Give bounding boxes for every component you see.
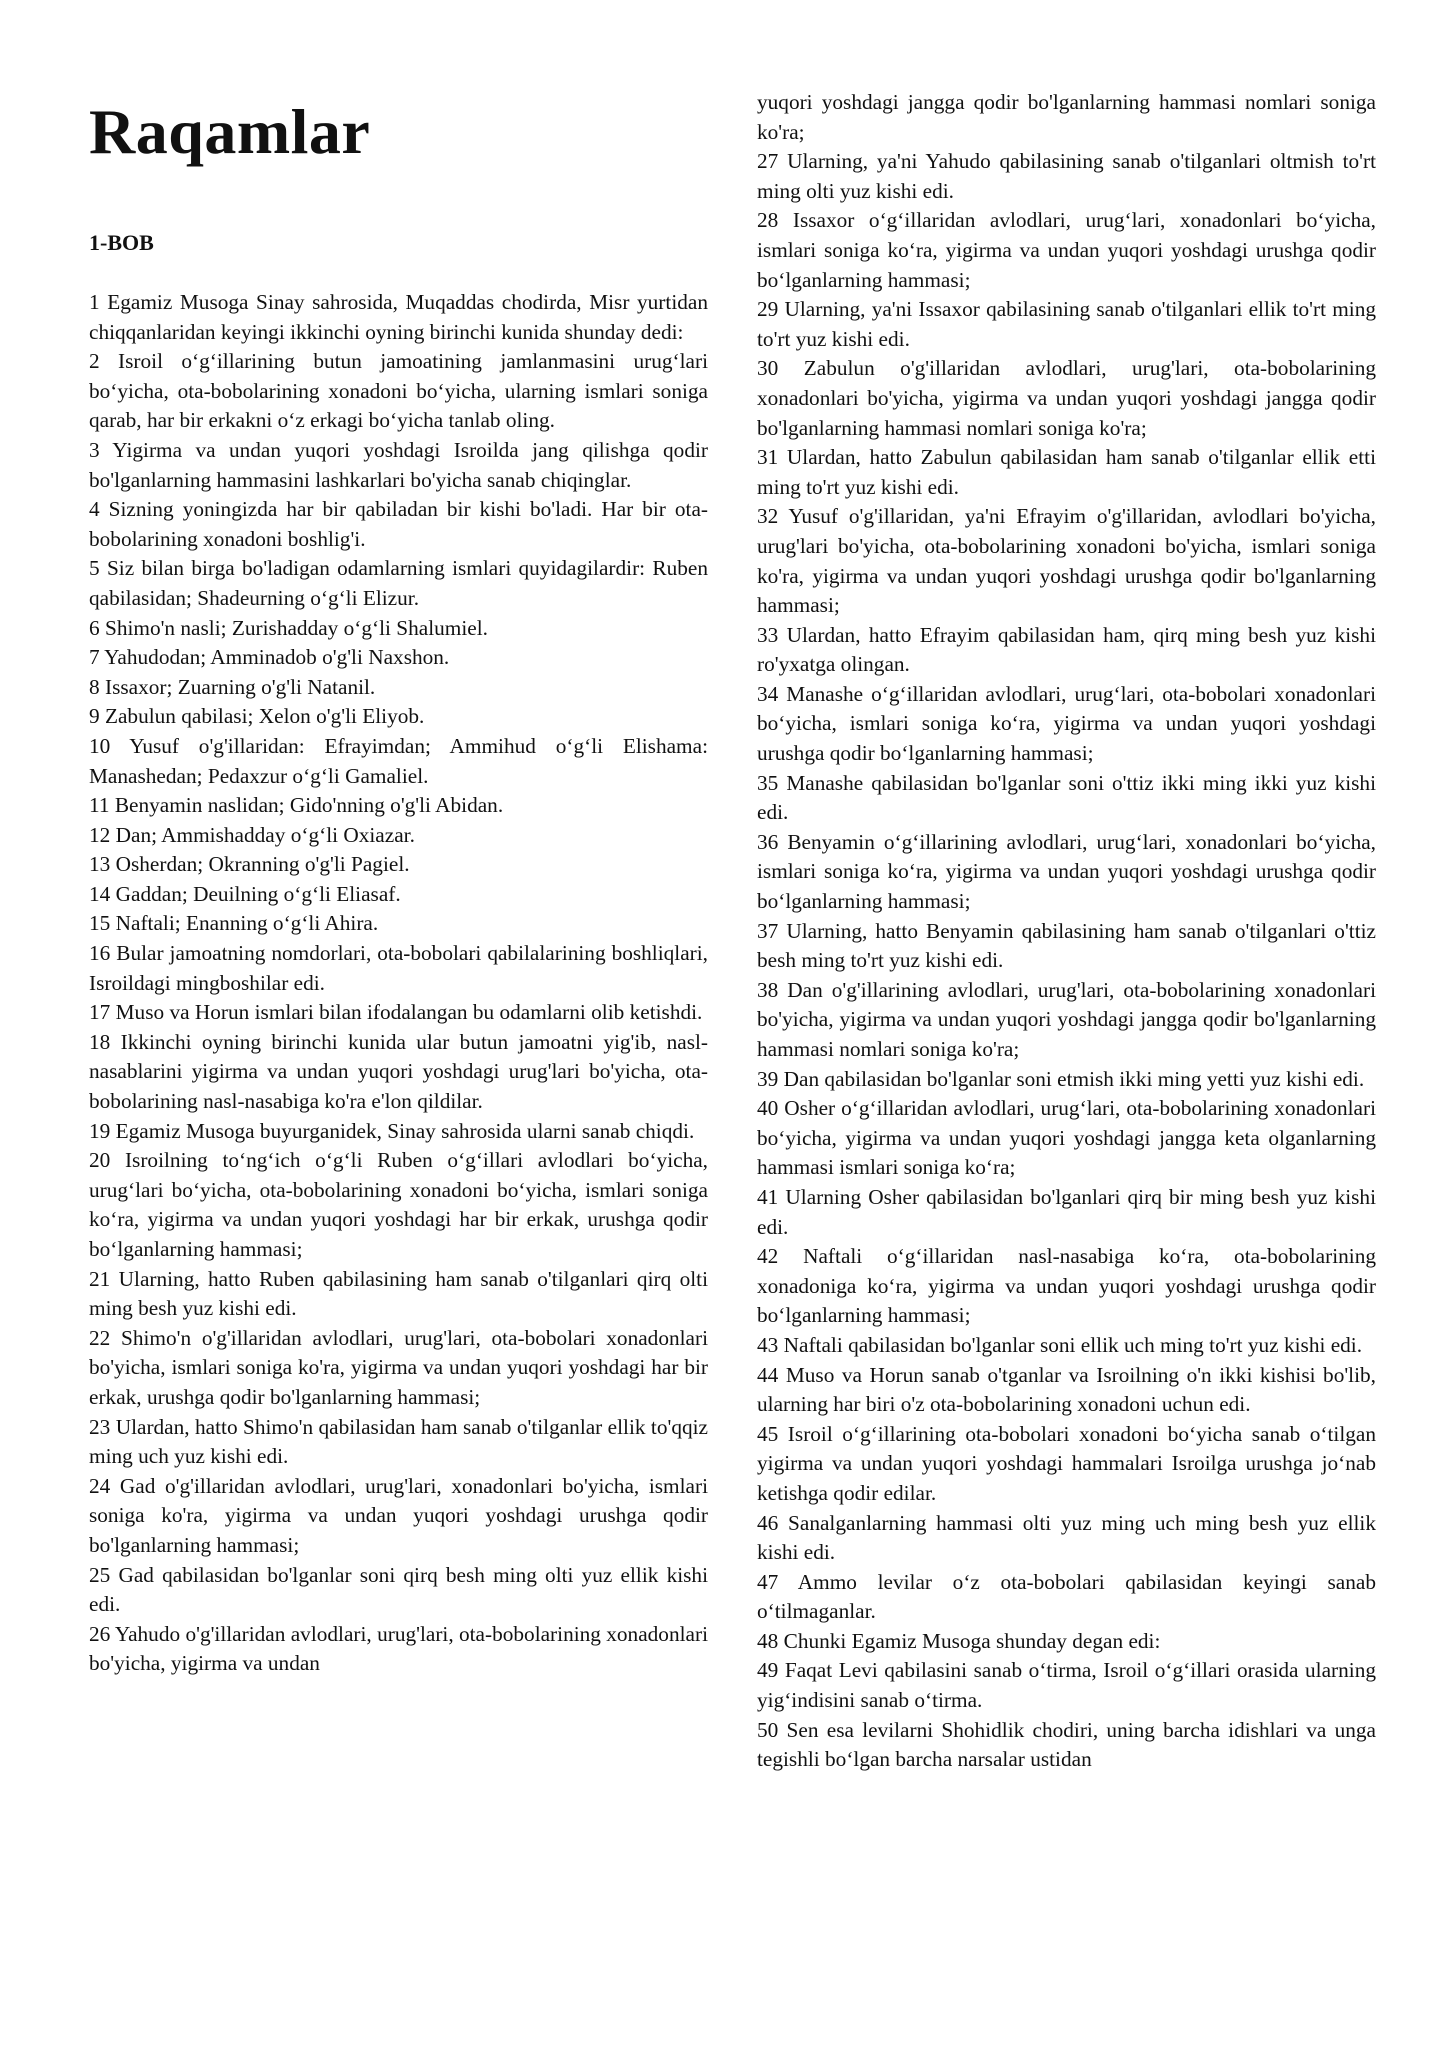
verse: 8 Issaxor; Zuarning o'g'li Natanil.: [89, 674, 376, 699]
verse: 47 Ammo levilar o‘z ota-bobolari qabilasidan keyingi sanab o‘tilmaganlar.: [757, 1569, 1376, 1624]
verse: 27 Ularning, ya'ni Yahudo qabilasining sanab o'tilganlari oltmish to'rt ming olti yuz kishi edi.: [757, 149, 1376, 203]
verse: 41 Ularning Osher qabilasidan bo'lganlari qirq bir ming besh yuz kishi edi.: [757, 1184, 1376, 1239]
verse: 22 Shimo'n o'g'illaridan avlodlari, urug'lari, ota-bobolari xonadonlari bo'yicha, ismlari soniga ko'ra, yigirma va undan yuqori yoshdagi har bir erkak, urushga qodir bo'lganlarning hammasi;: [89, 1325, 708, 1409]
verse: 35 Manashe qabilasidan bo'lganlar soni o'ttiz ikki ming ikki yuz kishi edi.: [757, 770, 1376, 825]
verse: 46 Sanalganlarning hammasi olti yuz ming uch ming besh yuz ellik kishi edi.: [757, 1510, 1376, 1565]
chapter-heading: 1-BOB: [89, 230, 154, 255]
verse: 10 Yusuf o'g'illaridan: Efrayimdan; Ammihud o‘g‘li Elishama: Manashedan; Pedaxzur o‘g‘li Gamaliel.: [89, 733, 708, 788]
verse: 50 Sen esa levilarni Shohidlik chodiri, uning barcha idishlari va unga tegishli bo‘lgan barcha narsalar ustidan: [757, 1717, 1376, 1772]
verse: 5 Siz bilan birga bo'ladigan odamlarning ismlari quyidagilardir: Ruben qabilasidan; Shadeurning o‘g‘li Elizur.: [89, 556, 708, 610]
page-title: Raqamlar: [89, 96, 371, 167]
verse: yuqori yoshdagi jangga qodir bo'lganlarning hammasi nomlari soniga ko'ra;: [757, 90, 1376, 144]
verse: 36 Benyamin o‘g‘illarining avlodlari, urug‘lari, xonadonlari bo‘yicha, ismlari soniga ko‘ra, yigirma va undan yuqori yoshdagi urushga qodir bo‘lganlarning hammasi;: [757, 829, 1376, 914]
verse: 49 Faqat Levi qabilasini sanab o‘tirma, Isroil o‘g‘illari orasida ularning yig‘indisini sanab o‘tirma.: [757, 1658, 1376, 1713]
verse: 16 Bular jamoatning nomdorlari, ota-bobolari qabilalarining boshliqlari, Isroildagi mingboshilar edi.: [89, 941, 708, 995]
verse: 7 Yahudodan; Amminadob o'g'li Naxshon.: [89, 645, 450, 670]
verse: 43 Naftali qabilasidan bo'lganlar soni ellik uch ming to'rt yuz kishi edi.: [757, 1332, 1363, 1357]
verse: 14 Gaddan; Deuilning o‘g‘li Eliasaf.: [89, 881, 401, 906]
verse: 9 Zabulun qabilasi; Xelon o'g'li Eliyob.: [89, 704, 425, 729]
verse: 26 Yahudo o'g'illaridan avlodlari, urug'lari, ota-bobolarining xonadonlari bo'yicha, yigirma va undan: [89, 1621, 708, 1676]
verse: 20 Isroilning to‘ng‘ich o‘g‘li Ruben o‘g‘illari avlodlari bo‘yicha, urug‘lari bo‘yicha, ota-bobolarining xonadoni bo‘yicha, ismlari soniga ko‘ra, yigirma va undan yuqori yoshdagi har bir erkak, urushga qodir bo‘lganlarning hammasi;: [89, 1148, 708, 1261]
verse: 11 Benyamin naslidan; Gido'nning o'g'li Abidan.: [89, 793, 504, 818]
verse: 15 Naftali; Enanning o‘g‘li Ahira.: [89, 911, 379, 936]
verse: 39 Dan qabilasidan bo'lganlar soni etmish ikki ming yetti yuz kishi edi.: [757, 1066, 1365, 1091]
verse: 17 Muso va Horun ismlari bilan ifodalangan bu odamlarni olib ketishdi.: [89, 1000, 703, 1025]
verse: 1 Egamiz Musoga Sinay sahrosida, Muqaddas chodirda, Misr yurtidan chiqqanlaridan keyingi ikkinchi oyning birinchi kunida shunday dedi:: [89, 290, 708, 344]
verse: 29 Ularning, ya'ni Issaxor qabilasining sanab o'tilganlari ellik to'rt ming to'rt yuz kishi edi.: [757, 297, 1376, 351]
verse: 2 Isroil o‘g‘illarining butun jamoatining jamlanmasini urug‘lari bo‘yicha, ota-bobolarining xonadoni bo‘yicha, ularning ismlari soniga qarab, har bir erkakni o‘z erkagi bo‘yicha tanlab oling.: [89, 349, 708, 433]
verse: 30 Zabulun o'g'illaridan avlodlari, urug'lari, ota-bobolarining xonadonlari bo'yicha, yigirma va undan yuqori yoshdagi jangga qodir bo'lganlarning hammasi nomlari soniga ko'ra;: [757, 356, 1376, 440]
left-verses: [89, 288, 708, 1679]
verse: 21 Ularning, hatto Ruben qabilasining ham sanab o'tilganlari qirq olti ming besh yuz kishi edi.: [89, 1266, 708, 1321]
verse: 38 Dan o'g'illarining avlodlari, urug'lari, ota-bobolarining xonadonlari bo'yicha, yigirma va undan yuqori yoshdagi jangga qodir bo'lganlarning hammasi nomlari soniga ko'ra;: [757, 977, 1376, 1061]
verse: 33 Ulardan, hatto Efrayim qabilasidan ham, qirq ming besh yuz kishi ro'yxatga olingan.: [757, 622, 1376, 677]
verse: 23 Ulardan, hatto Shimo'n qabilasidan ham sanab o'tilganlar ellik to'qqiz ming uch yuz kishi edi.: [89, 1414, 708, 1469]
verse: 37 Ularning, hatto Benyamin qabilasining ham sanab o'tilganlari o'ttiz besh ming to'rt yuz kishi edi.: [757, 918, 1376, 973]
verse: 24 Gad o'g'illaridan avlodlari, urug'lari, xonadonlari bo'yicha, ismlari soniga ko'ra, yigirma va undan yuqori yoshdagi urushga qodir bo'lganlarning hammasi;: [89, 1473, 708, 1557]
verse: 44 Muso va Horun sanab o'tganlar va Isroilning o'n ikki kishisi bo'lib, ularning har biri o'z ota-bobolarining xonadoni uchun edi.: [757, 1362, 1376, 1417]
verse: 45 Isroil o‘g‘illarining ota-bobolari xonadoni bo‘yicha sanab o‘tilgan yigirma va undan yuqori yoshdagi hammalari Isroilga urushga jo‘nab ketishga qodir edilar.: [757, 1421, 1376, 1505]
verse: 3 Yigirma va undan yuqori yoshdagi Isroilda jang qilishga qodir bo'lganlarning hammasini lashkarlari bo'yicha sanab chiqinglar.: [89, 437, 708, 492]
verse: 18 Ikkinchi oyning birinchi kunida ular butun jamoatni yig'ib, nasl-nasablarini yigirma va undan yuqori yoshdagi urug'lari bo'yicha, ota-bobolarining nasl-nasabiga ko'ra e'lon qildilar.: [89, 1029, 708, 1114]
verse: 48 Chunki Egamiz Musoga shunday degan edi:: [757, 1628, 1161, 1653]
verse: 40 Osher o‘g‘illaridan avlodlari, urug‘lari, ota-bobolarining xonadonlari bo‘yicha, yigirma va undan yuqori yoshdagi jangga keta olganlarning hammasi ismlari soniga ko‘ra;: [757, 1096, 1376, 1180]
verse: 12 Dan; Ammishadday o‘g‘li Oxiazar.: [89, 822, 415, 847]
verse: 42 Naftali o‘g‘illaridan nasl-nasabiga ko‘ra, ota-bobolarining xonadoniga ko‘ra, yigirma va undan yuqori yoshdagi urushga qodir bo‘lganlarning hammasi;: [757, 1244, 1376, 1328]
verse: 34 Manashe o‘g‘illaridan avlodlari, urug‘lari, ota-bobolari xonadonlari bo‘yicha, ismlari soniga ko‘ra, yigirma va undan yuqori yoshdagi urushga qodir bo‘lganlarning hammasi;: [757, 681, 1376, 766]
verse: 31 Ulardan, hatto Zabulun qabilasidan ham sanab o'tilganlar ellik etti ming to'rt yuz kishi edi.: [757, 445, 1376, 499]
verse: 4 Sizning yoningizda har bir qabiladan bir kishi bo'ladi. Har bir ota-bobolarining xonadoni boshlig'i.: [89, 497, 708, 551]
verse: 25 Gad qabilasidan bo'lganlar soni qirq besh ming olti yuz ellik kishi edi.: [89, 1562, 708, 1617]
verse: 19 Egamiz Musoga buyurganidek, Sinay sahrosida ularni sanab chiqdi.: [89, 1118, 695, 1143]
verse: 13 Osherdan; Okranning o'g'li Pagiel.: [89, 852, 410, 877]
verse: 6 Shimo'n nasli; Zurishadday o‘g‘li Shalumiel.: [89, 615, 488, 640]
verse: 32 Yusuf o'g'illaridan, ya'ni Efrayim o'g'illaridan, avlodlari bo'yicha, urug'lari bo'yicha, ota-bobolarining xonadoni bo'yicha, ismlari soniga ko'ra, yigirma va undan yuqori yoshdagi urushga qodir bo'lganlarning hammasi;: [757, 504, 1376, 618]
right-column: [757, 88, 1376, 1775]
verse: 28 Issaxor o‘g‘illaridan avlodlari, urug‘lari, xonadonlari bo‘yicha, ismlari soniga ko‘ra, yigirma va undan yuqori yoshdagi urushga qodir bo‘lganlarning hammasi;: [757, 208, 1376, 292]
